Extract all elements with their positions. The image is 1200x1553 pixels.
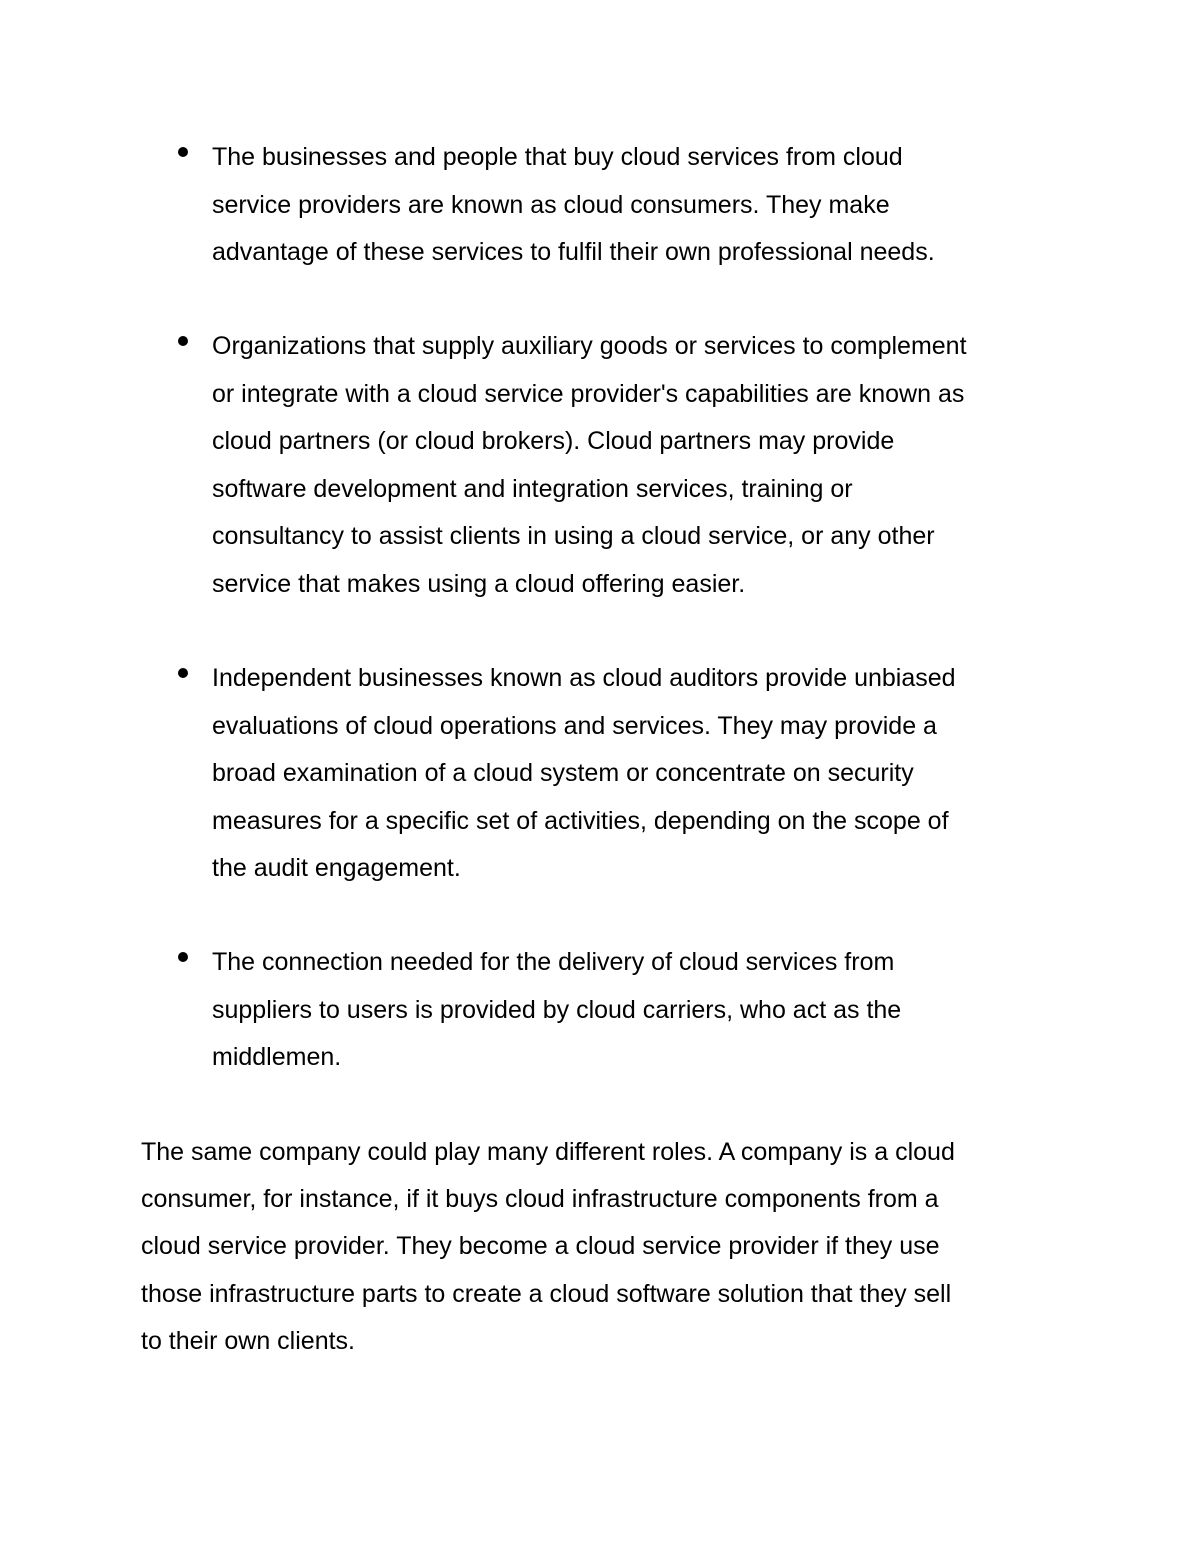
bullet-icon bbox=[178, 336, 188, 346]
closing-paragraph: The same company could play many different roles. A company is a cloud consumer, for instance, if it buys cloud infrastructure components from a cloud service provider. They become a cloud service provider if they use those infrastructure parts to create a cloud software solution that they sell to their own clients. bbox=[141, 1138, 955, 1355]
bullet-icon bbox=[178, 952, 188, 962]
bullet-icon bbox=[178, 668, 188, 678]
list-item-text: The businesses and people that buy cloud services from cloud service providers are known as cloud consumers. They make advantage of these services to fulfil their own professional needs. bbox=[212, 143, 935, 266]
list-item-text: Organizations that supply auxiliary goods or services to complement or integrate with a cloud service provider's capabilities are known as cloud partners (or cloud brokers). Cloud partners may provide software development and integration services, training or consultancy to assist clients in using a cloud service, or any other service that makes using a cloud offering easier. bbox=[212, 332, 967, 598]
list-item-text: Independent businesses known as cloud auditors provide unbiased evaluations of cloud operations and services. They may provide a broad examination of a cloud system or concentrate on security measures for a specific set of activities, depending on the scope of the audit engagement. bbox=[212, 664, 956, 882]
list-item-text: The connection needed for the delivery of cloud services from suppliers to users is provided by cloud carriers, who act as the middlemen. bbox=[212, 948, 902, 1071]
bullet-icon bbox=[178, 147, 188, 157]
